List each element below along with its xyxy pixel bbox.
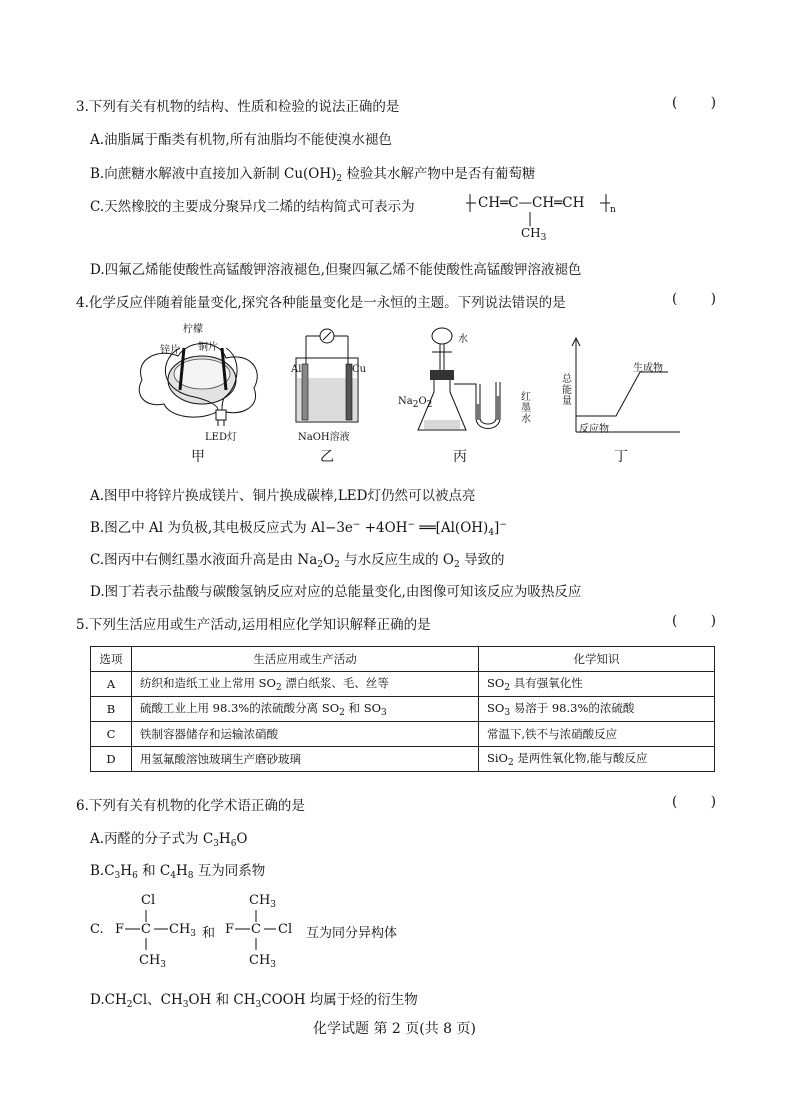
option-cell: B (91, 697, 132, 722)
option-cell: A (91, 672, 132, 697)
polyisoprene-chain: CH═C—CH═CH (478, 195, 585, 211)
figure-yi-caption: 乙 (320, 449, 334, 465)
q6-option-a: A.丙醛的分子式为 $C_3H_6O$ (90, 831, 248, 849)
activity-cell: 硫酸工业上用 98.3%的浓硫酸分离 $SO_2$ 和 $SO_3$ (132, 697, 479, 722)
polymer-degree-n: n (610, 205, 616, 215)
knowledge-cell: $SO_3$ 易溶于 98.3%的浓硫酸 (479, 697, 715, 722)
methyl-group: $CH_3$ (249, 893, 277, 910)
option-c-label: C. (90, 922, 104, 937)
q3-stem: 3.下列有关有机物的结构、性质和检验的说法正确的是 (76, 99, 400, 115)
q3-option-d: D.四氟乙烯能使酸性高锰酸钾溶液褪色,但聚四氟乙烯不能使酸性高锰酸钾溶液褪色 (90, 262, 582, 278)
knowledge-cell: 常温下,铁不与浓硝酸反应 (479, 722, 715, 747)
column-header: 选项 (91, 647, 132, 672)
q6-answer-bracket: ( ) (672, 794, 716, 810)
total-energy-axis-label: 总能量 (562, 374, 572, 407)
and-text: 和 (202, 926, 216, 941)
q6-option-d: $D.CH_2Cl$、$CH_3OH$ 和 $CH_3COOH$ 均属于烃的衍生物 (90, 992, 418, 1010)
activity-cell: 纺织和造纸工业上常用 $SO_2$ 漂白纸浆、毛、丝等 (132, 672, 479, 697)
q4-answer-bracket: ( ) (672, 291, 716, 307)
column-header: 化学知识 (479, 647, 715, 672)
chlorine-atom: Cl (278, 922, 293, 937)
table-row (91, 722, 715, 747)
activity-cell: 用氢氟酸溶蚀玻璃生产磨砂玻璃 (132, 747, 479, 772)
q3-option-c: C.天然橡胶的主要成分聚异戊二烯的结构简式可表示为 (90, 199, 415, 215)
methyl-group: $CH_3$ (249, 953, 277, 970)
fluorine-atom: F (115, 922, 125, 937)
figure-jia-caption: 甲 (191, 449, 205, 465)
knowledge-cell: $SO_2$ 具有强氧化性 (479, 672, 715, 697)
reactant-label: 反应物 (579, 424, 609, 435)
zinc-label: 锌片 (160, 345, 180, 356)
column-header: 生活应用或生产活动 (132, 647, 479, 672)
cu-electrode-label: Cu (352, 364, 367, 375)
table-row (91, 747, 715, 772)
product-label: 生成物 (633, 363, 663, 374)
chlorine-atom: Cl (141, 893, 156, 908)
methyl-group: $CH_3$ (169, 922, 197, 939)
q5-options-table (90, 646, 715, 772)
option-cell: D (91, 747, 132, 772)
al-electrode-label: Al (291, 364, 302, 375)
option-c-text: 互为同分异构体 (306, 926, 398, 941)
q4-stem: 4.化学反应伴随着能量变化,探究各种能量变化是一永恒的主题。下列说法错误的是 (76, 295, 566, 311)
option-cell: C (91, 722, 132, 747)
copper-label: 铜片 (198, 342, 218, 353)
table-row (91, 672, 715, 697)
page-footer: 化学试题 第 2 页(共 8 页) (313, 1021, 476, 1037)
naoh-solution-label: NaOH溶液 (298, 432, 350, 443)
carbon-atom: C (251, 922, 261, 937)
water-label: 水 (458, 334, 468, 345)
fluorine-atom: F (225, 922, 235, 937)
q3-answer-bracket: ( ) (672, 95, 716, 111)
methyl-branch: $CH_3$ (521, 226, 547, 243)
q6-stem: 6.下列有关有机物的化学术语正确的是 (76, 798, 305, 814)
q6-option-b: $B.C_3H_6$ 和 $C_4H_8$ 互为同系物 (90, 863, 266, 881)
q4-option-c: C.图丙中右侧红墨水液面升高是由 $Na_2O_2$ 与水反应生成的 $O_2$ 导致的 (90, 552, 505, 570)
carbon-atom: C (141, 922, 151, 937)
methyl-group: $CH_3$ (139, 953, 167, 970)
q4-option-a: A.图甲中将锌片换成镁片、铜片换成碳棒,LED灯仍然可以被点亮 (90, 488, 476, 504)
led-label: LED灯 (205, 432, 237, 443)
na2o2-label: $Na_2O_2$ (398, 396, 433, 410)
lemon-label: 柠檬 (183, 324, 203, 335)
q5-answer-bracket: ( ) (672, 613, 716, 629)
q5-stem: 5.下列生活应用或生产活动,运用相应化学知识解释正确的是 (76, 617, 431, 633)
q4-option-b: B.图乙中 Al 为负极,其电极反应式为 Al−3e− +4OH− $══[Al(OH)_4]^-$ (90, 520, 507, 538)
red-ink-label: 红墨水 (521, 392, 531, 425)
figure-ding-caption: 丁 (614, 449, 628, 465)
knowledge-cell: SiO$_2$ 是两性氧化物,能与酸反应 (479, 747, 715, 772)
activity-cell: 铁制容器储存和运输浓硝酸 (132, 722, 479, 747)
figure-bing-caption: 丙 (453, 449, 467, 465)
q3-option-b: B.向蔗糖水解液中直接加入新制 $Cu(OH)_2$ 检验其水解产物中是否有葡萄糖 (90, 166, 536, 184)
table-header-row (91, 647, 715, 672)
table-row (91, 697, 715, 722)
q4-option-d: D.图丁若表示盐酸与碳酸氢钠反应对应的总能量变化,由图像可知该反应为吸热反应 (90, 584, 582, 600)
q3-option-a: A.油脂属于酯类有机物,所有油脂均不能使溴水褪色 (90, 132, 392, 148)
